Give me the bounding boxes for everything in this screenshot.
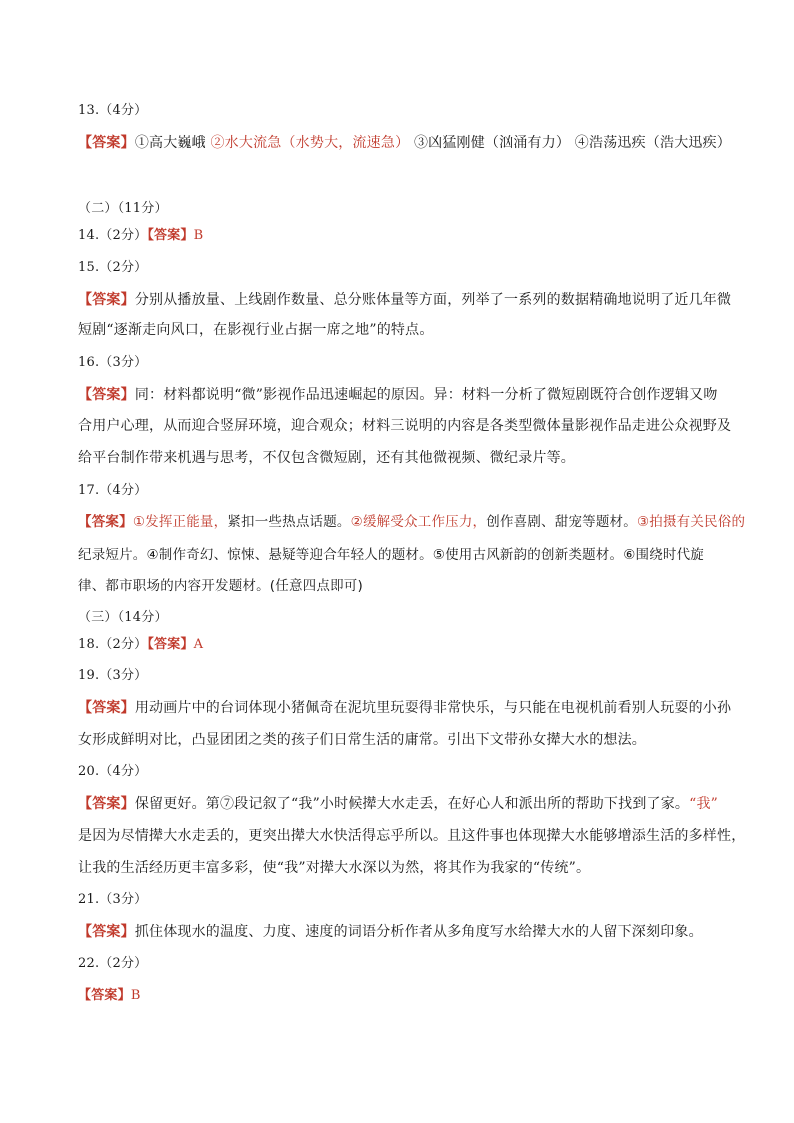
q18-heading: 18.（2分） xyxy=(78,637,148,652)
answer-tag: 【答案】 xyxy=(78,988,131,1003)
q13-answer xyxy=(78,133,731,153)
answer-tag: 【答案】 xyxy=(78,700,135,716)
q20-text-3: 让我的生活经历更丰富多彩，使“我”对撵大水深以为然，将其作为我家的“传统”。 xyxy=(78,860,591,876)
q17-text-3: 律、都市职场的内容开发题材。(任意四点即可) xyxy=(78,578,363,594)
q14-heading: 14.（2分） xyxy=(78,228,148,243)
q16-text-2: 合用户心理，从而迎合竖屏环境，迎合观众；材料三说明的内容是各类型微体量影视作品走进公众视野及 xyxy=(78,418,732,434)
q16-text-3: 给平台制作带来机遇与思考，不仅包含微短剧，还有其他微视频、微纪录片等。 xyxy=(78,450,575,466)
q17-text-2: 纪录短片。④制作奇幻、惊悚、悬疑等迎合年轻人的题材。⑤使用古风新韵的创新类题材。⑥围绕时代旋 xyxy=(78,547,705,563)
q20-text-2: 是因为尽情撵大水走丢的，更突出撵大水快活得忘乎所以。且这件事也体现撵大水能够增添生活的多样性， xyxy=(78,828,746,844)
q13-answer-3: ③凶猛刚健（汹涌有力） xyxy=(413,135,571,151)
q16-answer-line xyxy=(78,385,718,405)
q14-answer: B xyxy=(193,228,204,243)
q15-answer-line xyxy=(78,290,731,310)
q19-heading: 19.（3分） xyxy=(78,668,148,683)
q20-text-1b: “我” xyxy=(689,796,719,812)
q22-answer-line xyxy=(78,986,141,1006)
q16-heading: 16.（3分） xyxy=(78,355,148,370)
answer-tag: 【答案】 xyxy=(78,796,135,812)
answer-tag: 【答案】 xyxy=(147,228,194,243)
answer-tag: 【答案】 xyxy=(78,924,135,940)
q17-text-1d: 创作喜剧、甜宠等题材。 xyxy=(486,514,637,530)
q15-heading: 15.（2分） xyxy=(78,260,148,275)
answer-tag: 【答案】 xyxy=(78,387,135,403)
q22-heading: 22.（2分） xyxy=(78,956,148,971)
answer-tag: 【答案】 xyxy=(147,637,194,652)
section-3-heading: （三）（14分） xyxy=(78,610,168,625)
q13-heading: 13.（4分） xyxy=(78,103,148,118)
answer-tag: 【答案】 xyxy=(78,135,135,151)
q13-answer-2: ②水大流急（水势大，流速急） xyxy=(210,135,410,151)
answer-tag: 【答案】 xyxy=(78,292,135,308)
q19-answer-line xyxy=(78,698,731,718)
q15-text-1: 分别从播放量、上线剧作数量、总分账体量等方面，列举了一系列的数据精确地说明了近几年微 xyxy=(134,292,732,308)
q20-answer-line xyxy=(78,794,718,814)
q17-text-1e: ③拍摄有关民俗的 xyxy=(636,514,746,530)
q18-row xyxy=(78,635,203,655)
q13-answer-1: ①高大巍峨 xyxy=(134,135,206,151)
q21-text-1: 抓住体现水的温度、力度、速度的词语分析作者从多角度写水给撵大水的人留下深刻印象。 xyxy=(134,924,703,940)
q13-answer-4: ④浩荡迅疾（浩大迅疾） xyxy=(574,135,731,151)
q19-text-2: 女形成鲜明对比，凸显团团之类的孩子们日常生活的庸常。引出下文带孙女撵大水的想法。 xyxy=(78,732,646,748)
q15-text-2: 短剧“逐渐走向风口，在影视行业占据一席之地”的特点。 xyxy=(78,322,434,338)
q18-answer: A xyxy=(193,637,204,652)
q20-heading: 20.（4分） xyxy=(78,764,148,779)
q22-answer: B xyxy=(130,988,141,1003)
answer-tag: 【答案】 xyxy=(78,514,133,530)
section-2-heading: （二）（11分） xyxy=(78,201,168,216)
q17-heading: 17.（4分） xyxy=(78,483,148,498)
q17-text-1c: ②缓解受众工作压力， xyxy=(350,514,487,530)
q17-answer-line xyxy=(78,512,745,532)
q20-text-1a: 保留更好。第⑦段记叙了“我”小时候撵大水走丢，在好心人和派出所的帮助下找到了家。 xyxy=(134,796,690,812)
q17-text-1b: 紧扣一些热点话题。 xyxy=(227,514,351,530)
q19-text-1: 用动画片中的台词体现小猪佩奇在泥坑里玩耍得非常快乐，与只能在电视机前看别人玩耍的小孙 xyxy=(134,700,732,716)
q21-heading: 21.（3分） xyxy=(78,892,148,907)
q14-row xyxy=(78,226,203,246)
q17-text-1a: ①发挥正能量， xyxy=(132,514,228,530)
q16-text-1: 同：材料都说明“微”影视作品迅速崛起的原因。异：材料一分析了微短剧既符合创作逻辑又吻 xyxy=(134,387,718,403)
q21-answer-line xyxy=(78,922,703,942)
